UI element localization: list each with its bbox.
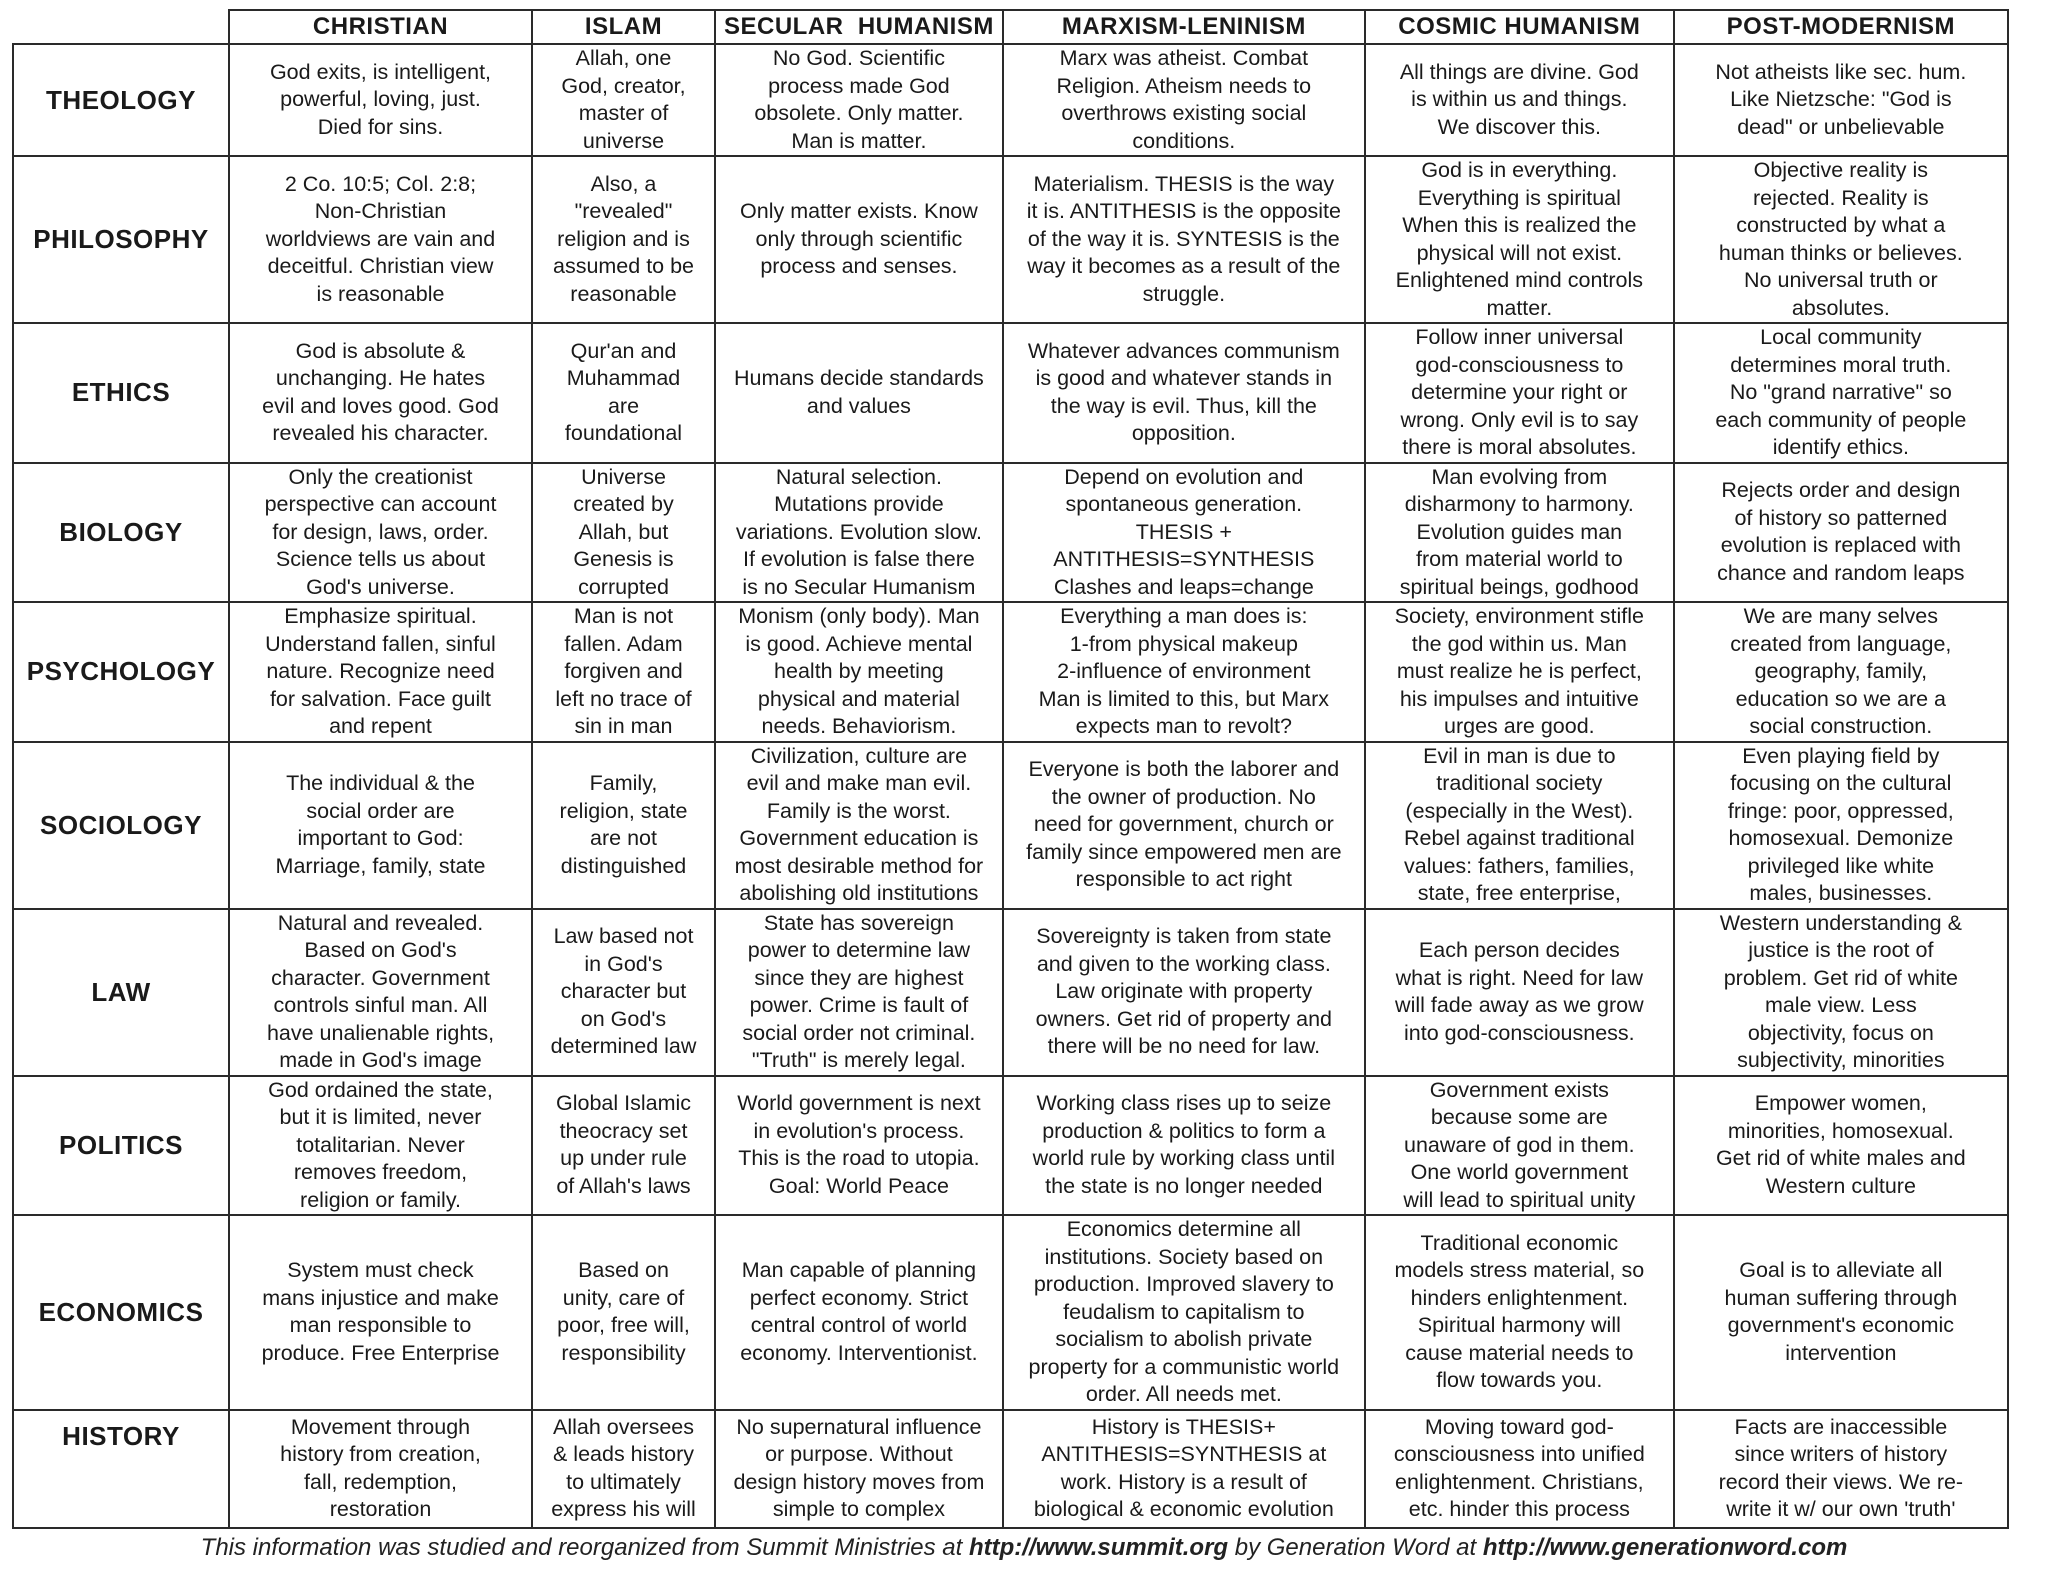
cell-theology-christian: God exits, is intelligent, powerful, loving, just. Died for sins. — [229, 44, 532, 156]
row-header-economics: ECONOMICS — [13, 1215, 229, 1410]
cell-psychology-christian: Emphasize spiritual. Understand fallen, sinful nature. Recognize need for salvation. Face guilt and repent — [229, 602, 532, 742]
cell-biology-post-modernism: Rejects order and design of history so patterned evolution is replaced with chance and random leaps — [1674, 463, 2008, 603]
cell-philosophy-cosmic-humanism: God is in everything. Everything is spiritual When this is realized the physical will not exist. Enlightened mind controls matter. — [1365, 156, 1674, 323]
table-row — [13, 463, 2008, 603]
cell-theology-islam: Allah, one God, creator, master of universe — [532, 44, 715, 156]
cell-philosophy-islam: Also, a "revealed" religion and is assumed to be reasonable — [532, 156, 715, 323]
cell-ethics-marxism-leninism: Whatever advances communism is good and whatever stands in the way is evil. Thus, kill the opposition. — [1003, 323, 1365, 463]
cell-psychology-islam: Man is not fallen. Adam forgiven and left no trace of sin in man — [532, 602, 715, 742]
cell-history-marxism-leninism: History is THESIS+ ANTITHESIS=SYNTHESIS at work. History is a result of biological & economic evolution — [1003, 1410, 1365, 1528]
cell-psychology-post-modernism: We are many selves created from language, geography, family, education so we are a social construction. — [1674, 602, 2008, 742]
cell-biology-islam: Universe created by Allah, but Genesis is corrupted — [532, 463, 715, 603]
table-row — [13, 156, 2008, 323]
cell-philosophy-christian: 2 Co. 10:5; Col. 2:8; Non-Christian worldviews are vain and deceitful. Christian view is reasonable — [229, 156, 532, 323]
table-row — [13, 909, 2008, 1076]
cell-theology-post-modernism: Not atheists like sec. hum. Like Nietzsche: "God is dead" or unbelievable — [1674, 44, 2008, 156]
cell-law-marxism-leninism: Sovereignty is taken from state and given to the working class. Law originate with property owners. Get rid of property and there will be no need for law. — [1003, 909, 1365, 1076]
table-row — [13, 742, 2008, 909]
header-row — [13, 10, 2008, 44]
cell-ethics-secular-humanism: Humans decide standards and values — [715, 323, 1003, 463]
cell-ethics-post-modernism: Local community determines moral truth. No "grand narrative" so each community of people identify ethics. — [1674, 323, 2008, 463]
summit-link[interactable]: http://www.summit.org — [968, 1534, 1229, 1561]
cell-law-post-modernism: Western understanding & justice is the root of problem. Get rid of white male view. Less objectivity, focus on subjectivity, minorities — [1674, 909, 2008, 1076]
cell-ethics-christian: God is absolute & unchanging. He hates evil and loves good. God revealed his character. — [229, 323, 532, 463]
column-header-post-modernism: POST-MODERNISM — [1674, 10, 2008, 44]
column-header-marxism-leninism: MARXISM-LENINISM — [1003, 10, 1365, 44]
column-header-islam: ISLAM — [532, 10, 715, 44]
corner-cell — [13, 10, 229, 44]
cell-psychology-secular-humanism: Monism (only body). Man is good. Achieve mental health by meeting physical and material needs. Behaviorism. — [715, 602, 1003, 742]
cell-history-secular-humanism: No supernatural influence or purpose. Without design history moves from simple to complex — [715, 1410, 1003, 1528]
cell-economics-cosmic-humanism: Traditional economic models stress material, so hinders enlightenment. Spiritual harmony will cause material needs to flow towards you. — [1365, 1215, 1674, 1410]
cell-sociology-marxism-leninism: Everyone is both the laborer and the owner of production. No need for government, church or family since empowered men are responsible to act right — [1003, 742, 1365, 909]
cell-economics-christian: System must check mans injustice and make man responsible to produce. Free Enterprise — [229, 1215, 532, 1410]
table-row — [13, 1410, 2008, 1528]
cell-philosophy-secular-humanism: Only matter exists. Know only through scientific process and senses. — [715, 156, 1003, 323]
footer-text-2: by Generation Word at — [1228, 1534, 1483, 1561]
cell-law-islam: Law based not in God's character but on God's determined law — [532, 909, 715, 1076]
row-header-ethics: ETHICS — [13, 323, 229, 463]
footer-text-1: This information was studied and reorganized from Summit Ministries at — [200, 1534, 969, 1561]
cell-ethics-islam: Qur'an and Muhammad are foundational — [532, 323, 715, 463]
row-header-philosophy: PHILOSOPHY — [13, 156, 229, 323]
cell-history-cosmic-humanism: Moving toward god- consciousness into unified enlightenment. Christians, etc. hinder this process — [1365, 1410, 1674, 1528]
cell-psychology-marxism-leninism: Everything a man does is: 1-from physical makeup 2-influence of environment Man is limited to this, but Marx expects man to revolt? — [1003, 602, 1365, 742]
row-header-law: LAW — [13, 909, 229, 1076]
cell-politics-marxism-leninism: Working class rises up to seize production & politics to form a world rule by working class until the state is no longer needed — [1003, 1076, 1365, 1216]
cell-history-islam: Allah oversees & leads history to ultimately express his will — [532, 1410, 715, 1528]
table-row — [13, 323, 2008, 463]
column-header-cosmic-humanism: COSMIC HUMANISM — [1365, 10, 1674, 44]
cell-politics-post-modernism: Empower women, minorities, homosexual. Get rid of white males and Western culture — [1674, 1076, 2008, 1216]
row-header-psychology: PSYCHOLOGY — [13, 602, 229, 742]
cell-sociology-christian: The individual & the social order are important to God: Marriage, family, state — [229, 742, 532, 909]
cell-sociology-islam: Family, religion, state are not distinguished — [532, 742, 715, 909]
cell-sociology-secular-humanism: Civilization, culture are evil and make man evil. Family is the worst. Government education is most desirable method for abolishing old institutions — [715, 742, 1003, 909]
row-header-biology: BIOLOGY — [13, 463, 229, 603]
cell-philosophy-marxism-leninism: Materialism. THESIS is the way it is. ANTITHESIS is the opposite of the way it is. SYNTESIS is the way it becomes as a result of the struggle. — [1003, 156, 1365, 323]
cell-sociology-post-modernism: Even playing field by focusing on the cultural fringe: poor, oppressed, homosexual. Demonize privileged like white males, businesses. — [1674, 742, 2008, 909]
table-row — [13, 602, 2008, 742]
cell-biology-christian: Only the creationist perspective can account for design, laws, order. Science tells us about God's universe. — [229, 463, 532, 603]
cell-philosophy-post-modernism: Objective reality is rejected. Reality is constructed by what a human thinks or believes. No universal truth or absolutes. — [1674, 156, 2008, 323]
column-header-secular-humanism: SECULAR HUMANISM — [715, 10, 1003, 44]
cell-economics-marxism-leninism: Economics determine all institutions. Society based on production. Improved slavery to feudalism to capitalism to socialism to abolish private property for a communistic world order. All needs met. — [1003, 1215, 1365, 1410]
row-header-sociology: SOCIOLOGY — [13, 742, 229, 909]
cell-politics-secular-humanism: World government is next in evolution's process. This is the road to utopia. Goal: World Peace — [715, 1076, 1003, 1216]
cell-history-post-modernism: Facts are inaccessible since writers of history record their views. We re- write it w/ our own 'truth' — [1674, 1410, 2008, 1528]
cell-biology-cosmic-humanism: Man evolving from disharmony to harmony. Evolution guides man from material world to spiritual beings, godhood — [1365, 463, 1674, 603]
cell-economics-islam: Based on unity, care of poor, free will, responsibility — [532, 1215, 715, 1410]
cell-law-secular-humanism: State has sovereign power to determine law since they are highest power. Crime is fault of social order not criminal. "Truth" is merely legal. — [715, 909, 1003, 1076]
source-footer — [0, 1534, 2048, 1562]
cell-sociology-cosmic-humanism: Evil in man is due to traditional society (especially in the West). Rebel against traditional values: fathers, families, state, free enterprise, — [1365, 742, 1674, 909]
cell-theology-secular-humanism: No God. Scientific process made God obsolete. Only matter. Man is matter. — [715, 44, 1003, 156]
cell-biology-marxism-leninism: Depend on evolution and spontaneous generation. THESIS + ANTITHESIS=SYNTHESIS Clashes and leaps=change — [1003, 463, 1365, 603]
table-row — [13, 1215, 2008, 1410]
column-header-christian: CHRISTIAN — [229, 10, 532, 44]
generationword-link[interactable]: http://www.generationword.com — [1482, 1534, 1848, 1561]
cell-politics-christian: God ordained the state, but it is limited, never totalitarian. Never removes freedom, religion or family. — [229, 1076, 532, 1216]
cell-ethics-cosmic-humanism: Follow inner universal god-consciousness to determine your right or wrong. Only evil is to say there is moral absolutes. — [1365, 323, 1674, 463]
row-header-politics: POLITICS — [13, 1076, 229, 1216]
table-row — [13, 44, 2008, 156]
cell-biology-secular-humanism: Natural selection. Mutations provide variations. Evolution slow. If evolution is false there is no Secular Humanism — [715, 463, 1003, 603]
cell-history-christian: Movement through history from creation, fall, redemption, restoration — [229, 1410, 532, 1528]
row-header-history: HISTORY — [13, 1410, 229, 1528]
worldview-comparison-table — [12, 9, 2009, 1529]
cell-politics-cosmic-humanism: Government exists because some are unaware of god in them. One world government will lead to spiritual unity — [1365, 1076, 1674, 1216]
cell-theology-marxism-leninism: Marx was atheist. Combat Religion. Atheism needs to overthrows existing social conditions. — [1003, 44, 1365, 156]
cell-economics-post-modernism: Goal is to alleviate all human suffering through government's economic intervention — [1674, 1215, 2008, 1410]
cell-politics-islam: Global Islamic theocracy set up under rule of Allah's laws — [532, 1076, 715, 1216]
cell-law-cosmic-humanism: Each person decides what is right. Need for law will fade away as we grow into god-consciousness. — [1365, 909, 1674, 1076]
cell-psychology-cosmic-humanism: Society, environment stifle the god within us. Man must realize he is perfect, his impulses and intuitive urges are good. — [1365, 602, 1674, 742]
cell-theology-cosmic-humanism: All things are divine. God is within us and things. We discover this. — [1365, 44, 1674, 156]
table-row — [13, 1076, 2008, 1216]
row-header-theology: THEOLOGY — [13, 44, 229, 156]
cell-law-christian: Natural and revealed. Based on God's character. Government controls sinful man. All have unalienable rights, made in God's image — [229, 909, 532, 1076]
cell-economics-secular-humanism: Man capable of planning perfect economy. Strict central control of world economy. Interventionist. — [715, 1215, 1003, 1410]
